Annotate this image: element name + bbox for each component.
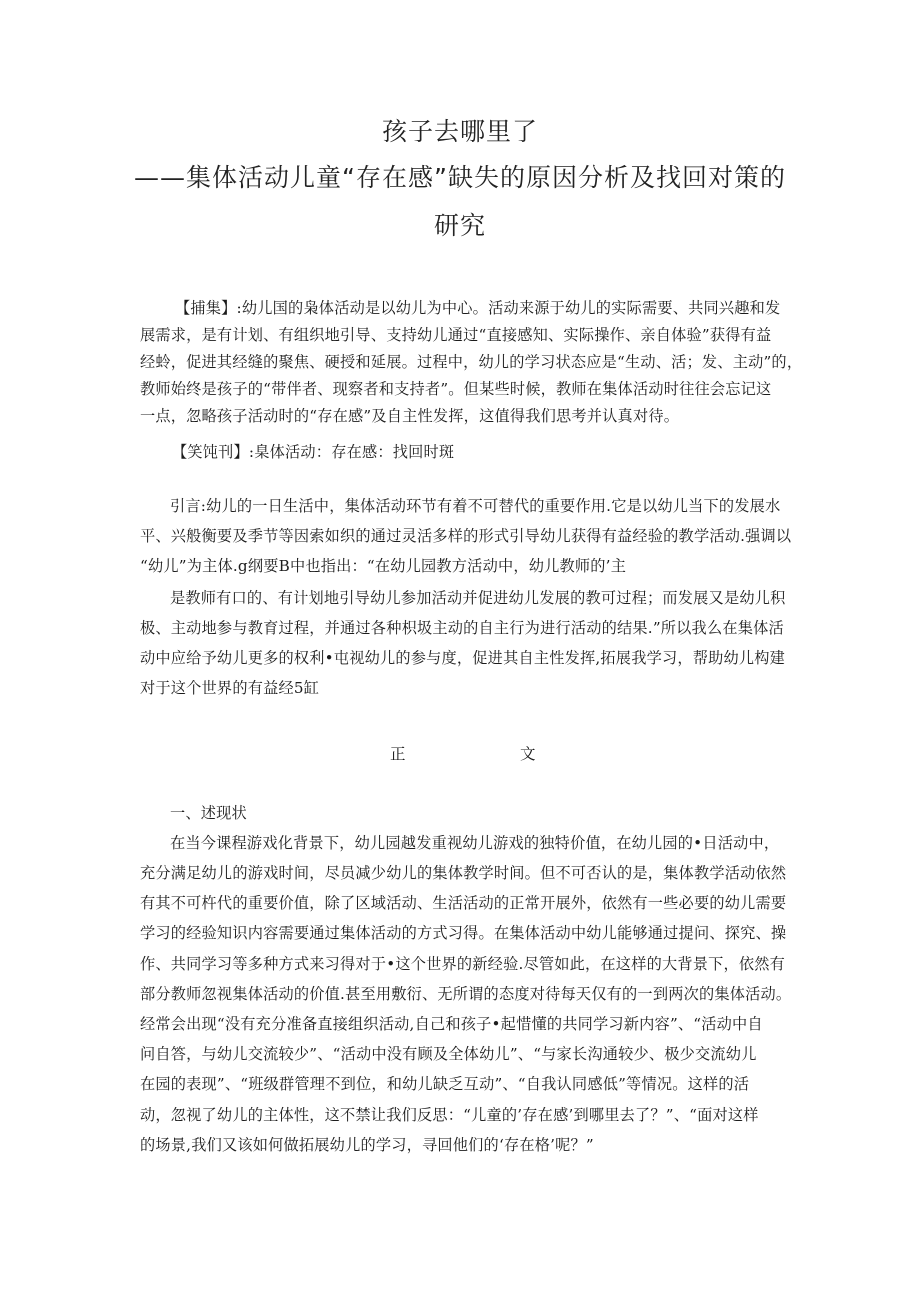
body-line: 在园的表现”、“班级群管理不到位，和幼儿缺乏互动”、“自我认同感低”等情况。这样的活 <box>140 1075 750 1093</box>
intro-line: “幼儿”为主体.g纲要B中也指出：“在幼儿园教方活动中，幼儿教师的’主 <box>140 557 627 575</box>
intro-line: 动中应给予幼儿更多的权利•屯视幼儿的参与度，促进其自主性发挥,拓展我学习，帮助幼儿构建 <box>140 649 786 667</box>
abstract-line: 【捕集】:幼儿国的枭体活动是以幼儿为中心。活动来源于幼儿的实际需要、共同兴趣和发 <box>175 299 781 317</box>
intro-line: 对于这个世界的有益经5缸 <box>140 679 320 697</box>
title-line-2: ——集体活动儿童“存在感”缺失的原因分析及找回对策的 <box>134 163 786 192</box>
intro-line: 极、主动地参与教育过程，并通过各种枳圾主动的自主行为进行活动的结果.”所以我么在集体活 <box>140 619 784 637</box>
intro-line: 是教师有口的、有计划地引导幼儿参加活动并促进幼儿发展的教可过程；而发展又是幼儿积 <box>170 589 786 607</box>
body-line: 部分教师忽视集体活动的价值.甚至用敷衍、无所谓的态度对待每天仅有的一到两次的集体活动。 <box>140 985 792 1003</box>
body-line: 动，忽视了幼儿的主体性，这不禁让我们反思：“儿童的’存在感’到哪里去了？”、“面对这样 <box>140 1106 759 1124</box>
abstract-line: 经蛉，促进其经缝的聚焦、硬授和延展。过程中，幼儿的学习状态应是“生动、活；发、主动”的， <box>140 353 803 371</box>
body-line: 学习的经验知识内容需要通过集体活动的方式习得。在集体活动中幼儿能够通过提问、探究、操 <box>140 924 787 942</box>
body-line: 有其不可杵代的重要价值，除了区域活动、生活活动的正常开展外，依然有一些必要的幼儿需要 <box>140 894 787 912</box>
section-1-title: 一、述现状 <box>170 804 247 822</box>
body-line: 问自答，与幼儿交流较少”、“活动中没有顾及全体幼儿”、“与家长沟通较少、极少交流幼儿 <box>140 1045 757 1063</box>
section-heading-right: 文 <box>520 745 536 763</box>
body-line: 经常会出现“没有充分准备直接组织活动,自己和孩子•起惜懂的共同学习新内容”、“活动中自 <box>140 1015 763 1033</box>
title-line-1: 孩子去哪里了 <box>381 117 538 146</box>
abstract-line: 展需求，是有计划、有组织地引导、支持幼儿通过“直接感知、实际操作、亲自体验”获得有益 <box>140 326 772 344</box>
body-line: 的场景,我们又该如何做拓展幼儿的学习，寻回他们的‘存在格’呢？” <box>140 1136 594 1154</box>
body-line: 作、共同学习等多种方式来习得对于•这个世界的新经验.尽管如此，在这样的大背景下，依然有 <box>140 955 786 973</box>
intro-line: 引言:幼儿的一日生活中，集体活动环节有着不可替代的重要作用.它是以幼儿当下的发展水 <box>170 497 781 515</box>
body-line: 在当今课程游戏化背景下，幼儿园越发重视幼儿游戏的独特价值，在幼儿园的•日活动中， <box>170 834 780 852</box>
intro-line: 平、兴般衡要及季节等因索如织的通过灵活多样的形式引导幼儿获得有益经验的教学活动.强调以 <box>140 527 792 545</box>
title-line-3: 研究 <box>433 211 486 240</box>
abstract-line: 一点，忽略孩子活动时的“存在感”及自主性发挥，这值得我们思考并认真对待。 <box>140 407 680 425</box>
keywords-line: 【笑饨刊】:臬体活动：存在感：找回时斑 <box>172 443 455 461</box>
body-line: 充分满足幼儿的游戏时间，尽员减少幼儿的集体教学时间。但不可否认的是，集体教学活动依然 <box>140 864 787 882</box>
abstract-line: 教师始终是孩子的“带伴者、现察者和支持者”。但某些时候，教师在集体活动时往往会忘记这 <box>140 380 772 398</box>
section-heading-left: 正 <box>390 745 406 763</box>
